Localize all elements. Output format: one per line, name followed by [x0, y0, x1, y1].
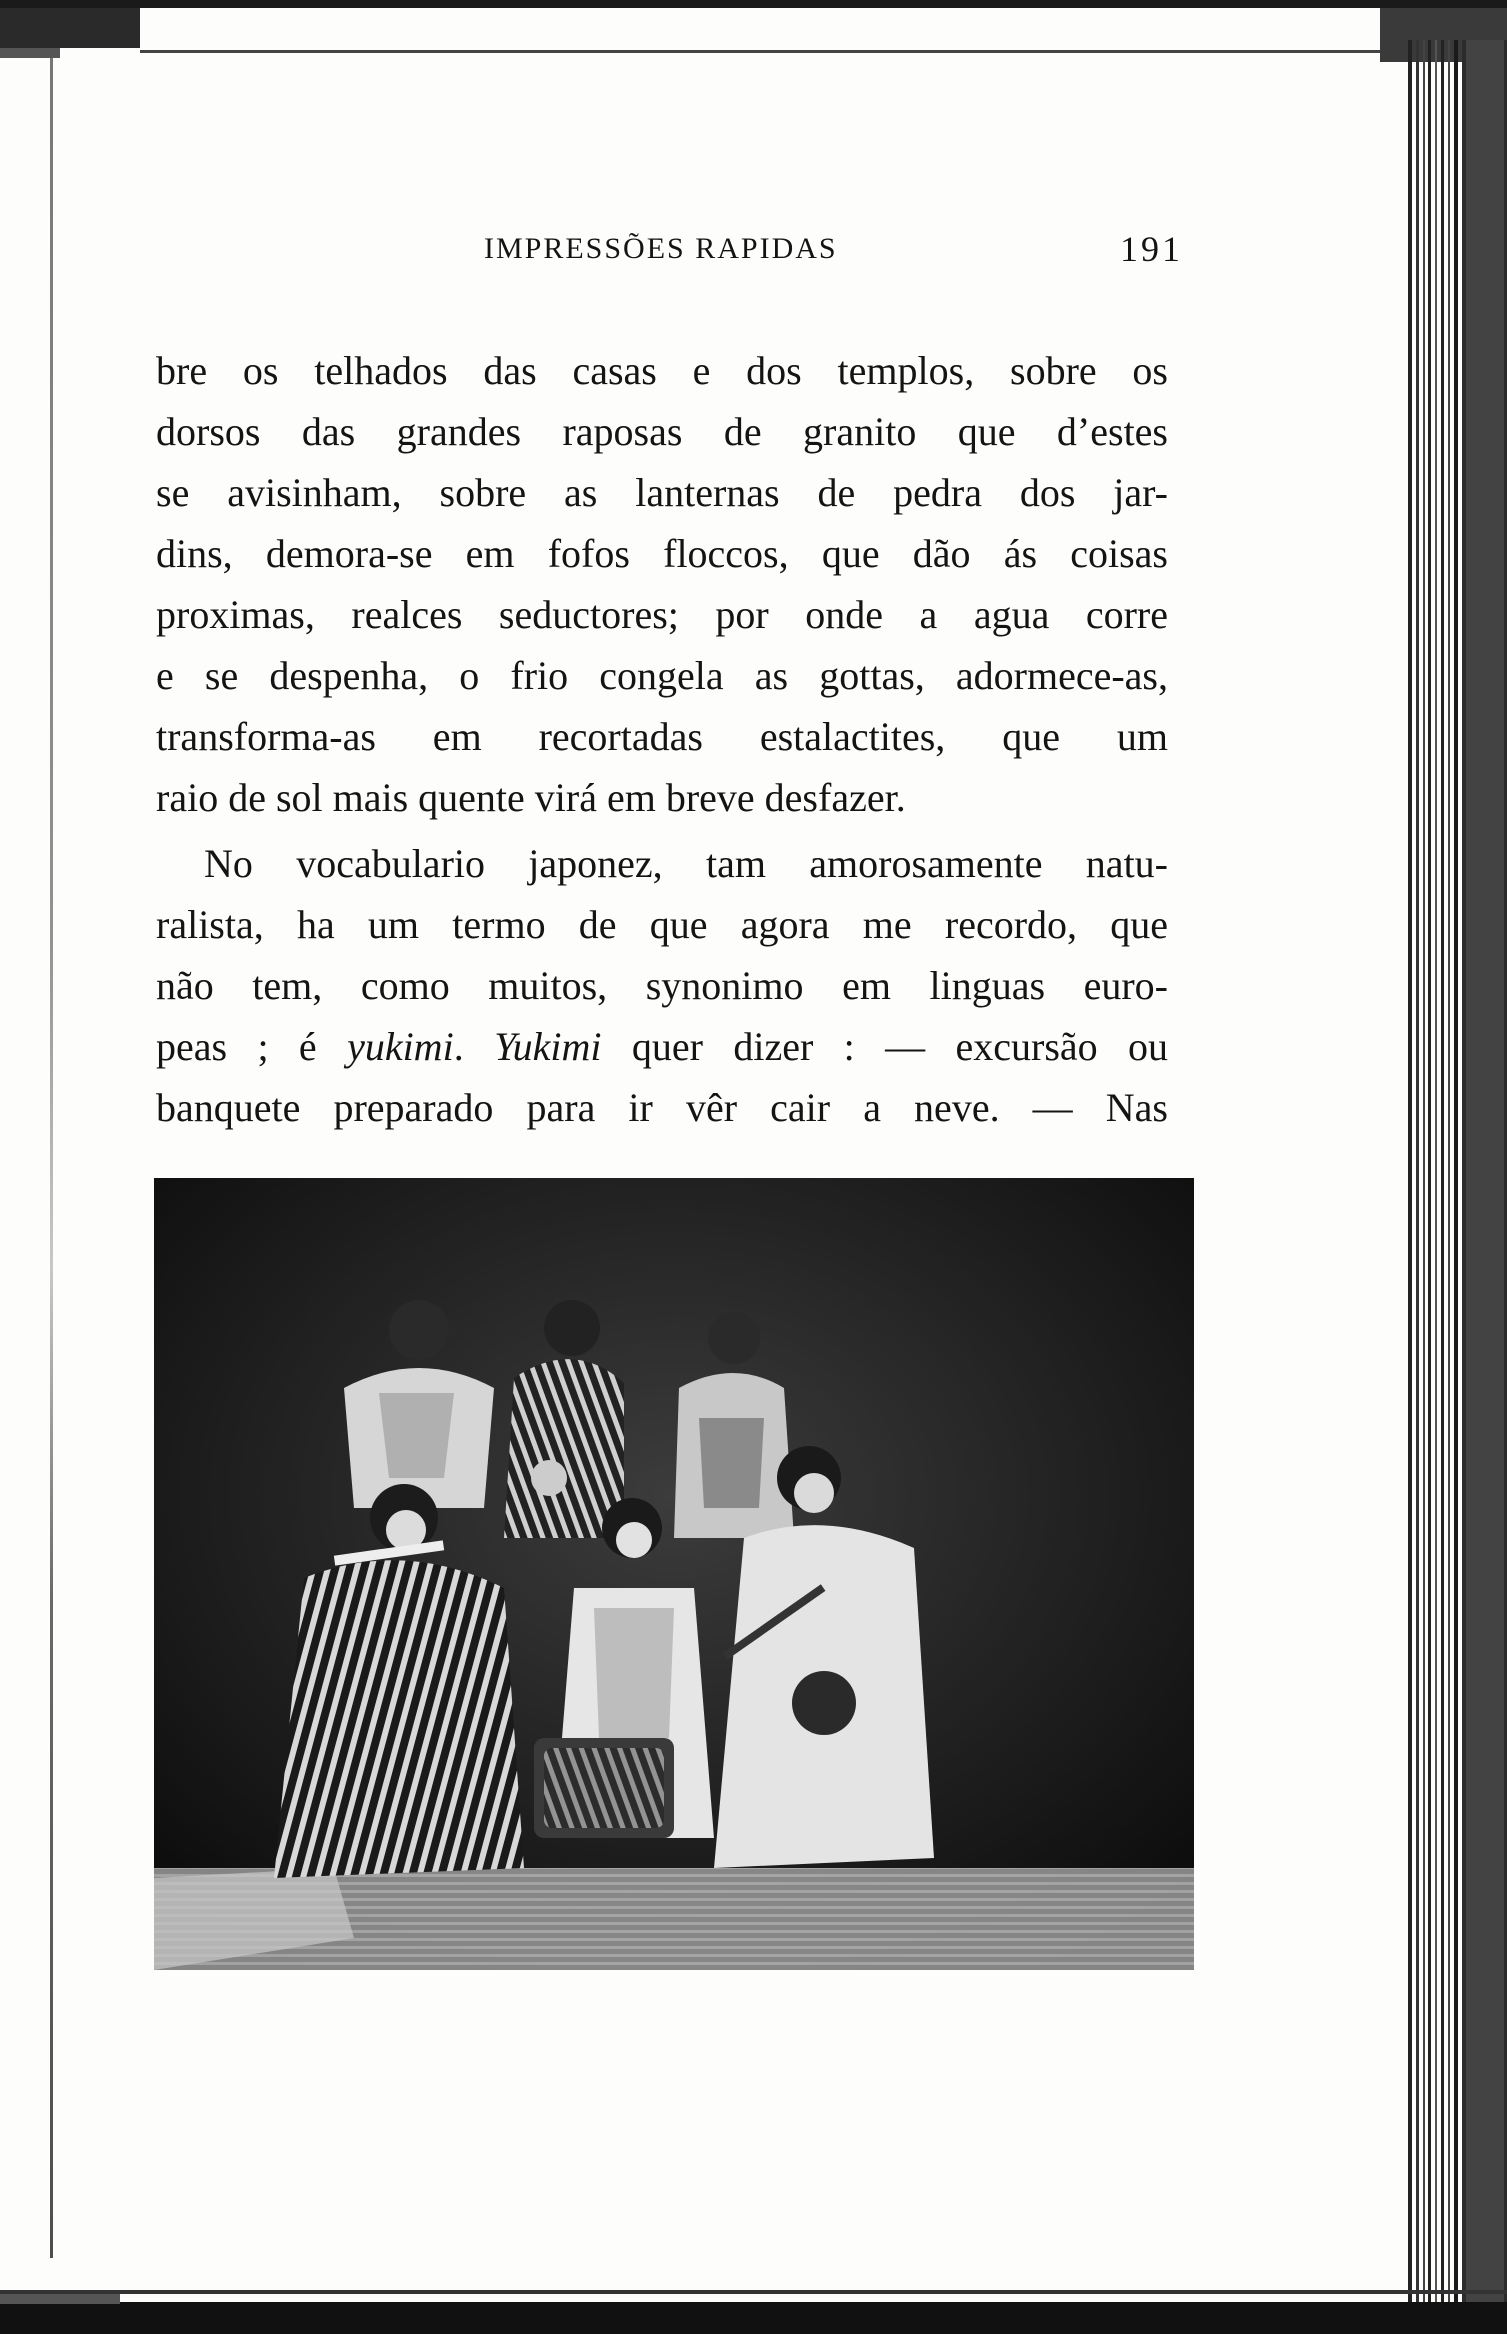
text-line: dins, demora-se em fofos floccos, que dão ás coisas: [156, 531, 1168, 576]
scan-left-rule: [50, 58, 53, 2258]
page-number: 191: [1120, 229, 1183, 269]
text-line-mixed: [156, 1016, 1168, 1077]
text-fragment: .: [453, 1024, 495, 1069]
text-line: raio de sol mais quente virá em breve desfazer.: [156, 775, 906, 820]
scan-bottom-edge: [0, 2250, 1507, 2334]
text-line: ralista, ha um termo de que agora me recordo, que: [156, 902, 1168, 947]
paragraph-1: [156, 340, 1168, 828]
text-line: e se despenha, o frio congela as gottas, adormece-as,: [156, 653, 1168, 698]
photograph-plate: [154, 1178, 1194, 1970]
scan-right-edge: [1408, 40, 1507, 2334]
text-fragment: peas ; é: [156, 1024, 348, 1069]
text-line: banquete preparado para ir vêr cair a neve. — Nas: [156, 1085, 1168, 1130]
text-line: bre os telhados das casas e dos templos, sobre os: [156, 348, 1168, 393]
text-line: No vocabulario japonez, tam amorosamente natu-: [204, 841, 1168, 886]
photograph-musicians-image: [154, 1178, 1194, 1970]
scan-top-edge: [0, 0, 1507, 62]
text-fragment: quer dizer : — excursão ou: [601, 1024, 1169, 1069]
text-line: se avisinham, sobre as lanternas de pedra dos jar-: [156, 470, 1168, 515]
italic-term: Yukimi: [494, 1024, 602, 1069]
text-line: dorsos das grandes raposas de granito que d’estes: [156, 409, 1168, 454]
paragraph-2: [156, 833, 1168, 1138]
running-head: IMPRESSÕES RAPIDAS: [484, 232, 838, 265]
text-line: proximas, realces seductores; por onde a agua corre: [156, 592, 1168, 637]
text-line: transforma-as em recortadas estalactites, que um: [156, 714, 1168, 759]
italic-term: yukimi: [347, 1024, 454, 1069]
text-line: não tem, como muitos, synonimo em linguas euro-: [156, 963, 1168, 1008]
figure-front-drum: [534, 1738, 674, 1838]
